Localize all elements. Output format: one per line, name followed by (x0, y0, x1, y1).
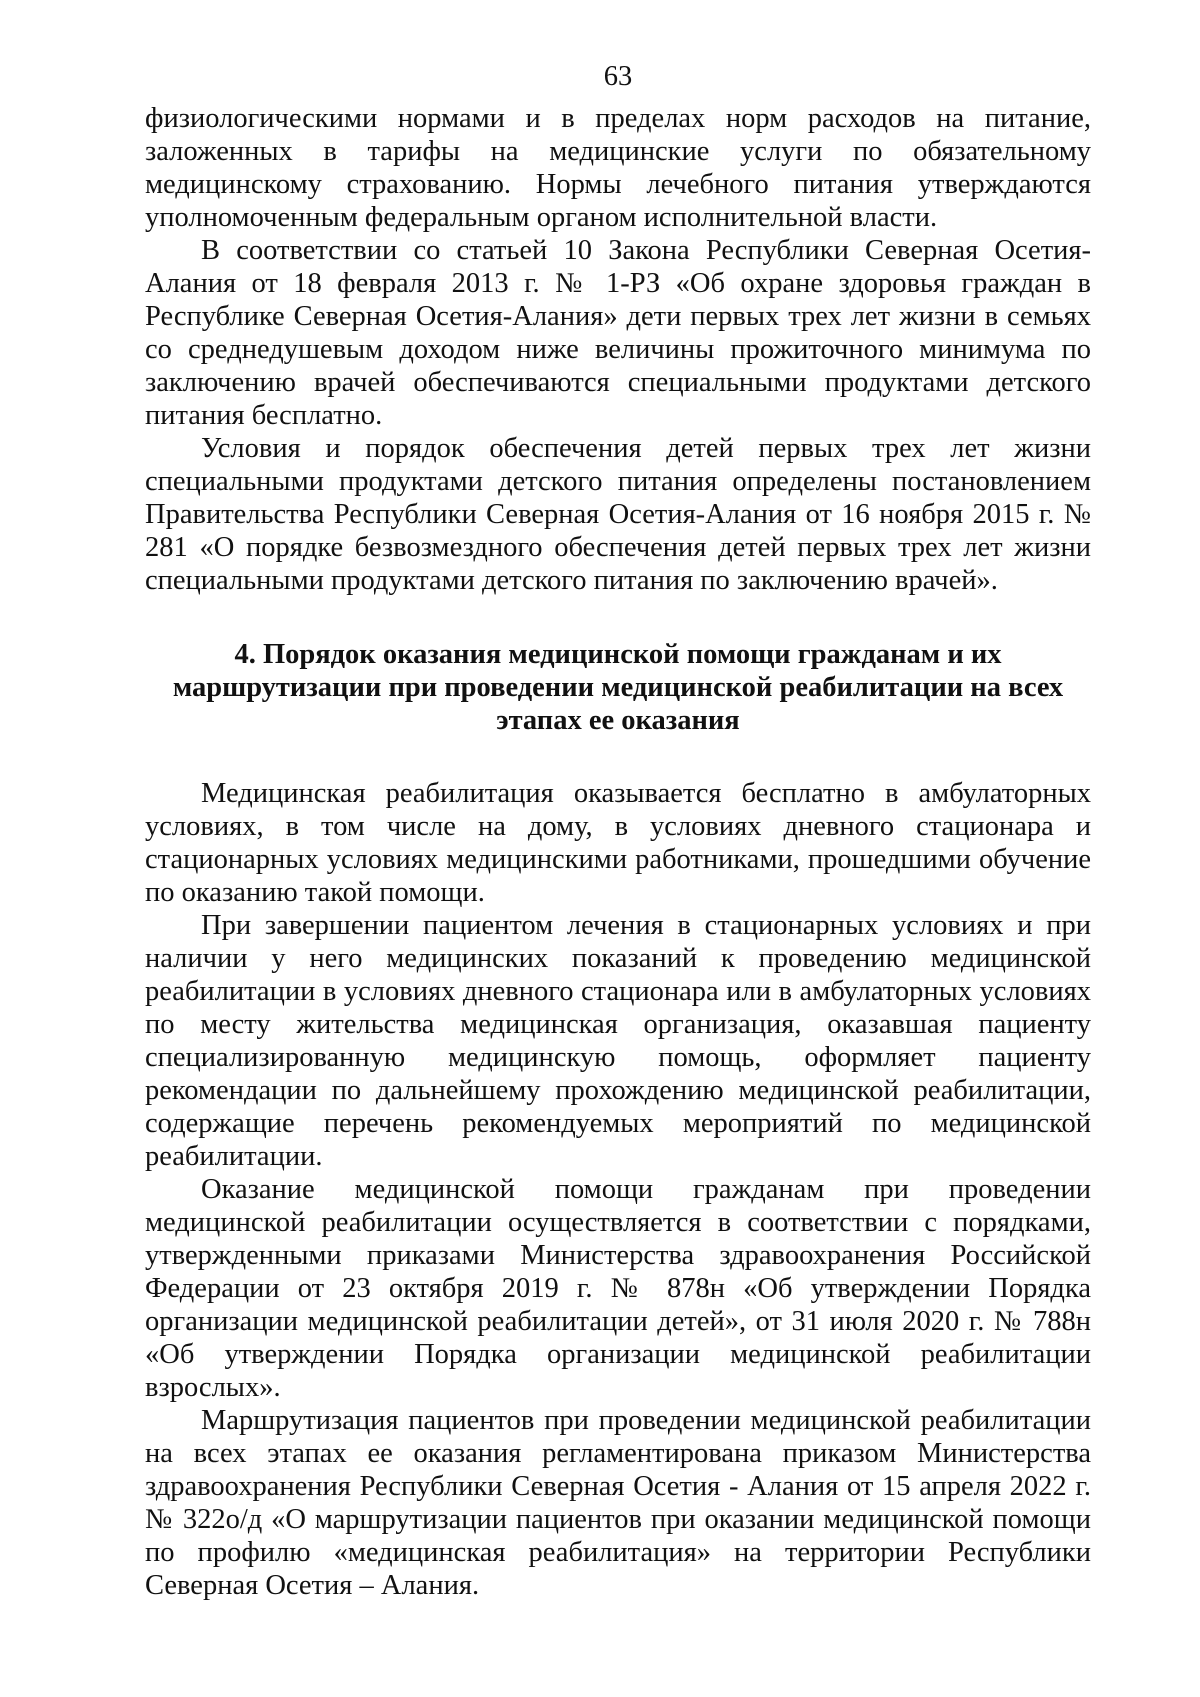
page-number: 63 (603, 61, 633, 92)
document-page (145, 60, 1091, 1602)
section-heading-line: маршрутизации при проведении медицинской реабилитации на всех (172, 672, 1064, 703)
paragraph: При завершении пациентом лечения в стационарных условиях и при наличии у него медицинских показаний к проведению медицинской реабилитации в условиях дневного стационара или в амбулаторных условиях по месту жительства медицинская организация, оказавшая пациенту специализированную медицинскую помощь, оформляет пациенту рекомендации по дальнейшему прохождению медицинской реабилитации, содержащие перечень рекомендуемых мероприятий по медицинской реабилитации. (145, 910, 1091, 1172)
section-heading-line: 4. Порядок оказания медицинской помощи гражданам и их (234, 639, 1002, 670)
paragraph: В соответствии со статьей 10 Закона Республики Северная Осетия-Алания от 18 февраля 2013 г. № 1-РЗ «Об охране здоровья граждан в Республике Северная Осетия-Алания» дети первых трех лет жизни в семьях со среднедушевым доходом ниже величины прожиточного минимума по заключению врачей обеспечиваются специальными продуктами детского питания бесплатно. (145, 235, 1091, 431)
paragraph: Медицинская реабилитация оказывается бесплатно в амбулаторных условиях, в том числе на дому, в условиях дневного стационара и стационарных условиях медицинскими работниками, прошедшими обучение по оказанию такой помощи. (145, 778, 1091, 908)
section-heading (145, 638, 1091, 737)
paragraph: Оказание медицинской помощи гражданам при проведении медицинской реабилитации осуществляется в соответствии с порядками, утвержденными приказами Министерства здравоохранения Российской Федерации от 23 октября 2019 г. № 878н «Об утверждении Порядка организации медицинской реабилитации детей», от 31 июля 2020 г. № 788н «Об утверждении Порядка организации медицинской реабилитации взрослых». (145, 1174, 1091, 1403)
paragraph: Маршрутизация пациентов при проведении медицинской реабилитации на всех этапах ее оказания регламентирована приказом Министерства здравоохранения Республики Северная Осетия - Алания от 15 апреля 2022 г. № 322о/д «О маршрутизации пациентов при оказании медицинской помощи по профилю «медицинская реабилитация» на территории Республики Северная Осетия – Алания. (145, 1405, 1091, 1601)
section-heading-line: этапах ее оказания (496, 705, 740, 736)
paragraph-continued: физиологическими нормами и в пределах норм расходов на питание, заложенных в тарифы на медицинские услуги по обязательному медицинскому страхованию. Нормы лечебного питания утверждаются уполномоченным федеральным органом исполнительной власти. (145, 103, 1091, 233)
paragraph: Условия и порядок обеспечения детей первых трех лет жизни специальными продуктами детского питания определены постановлением Правительства Республики Северная Осетия-Алания от 16 ноября 2015 г. № 281 «О порядке безвозмездного обеспечения детей первых трех лет жизни специальными продуктами детского питания по заключению врачей». (145, 433, 1091, 596)
